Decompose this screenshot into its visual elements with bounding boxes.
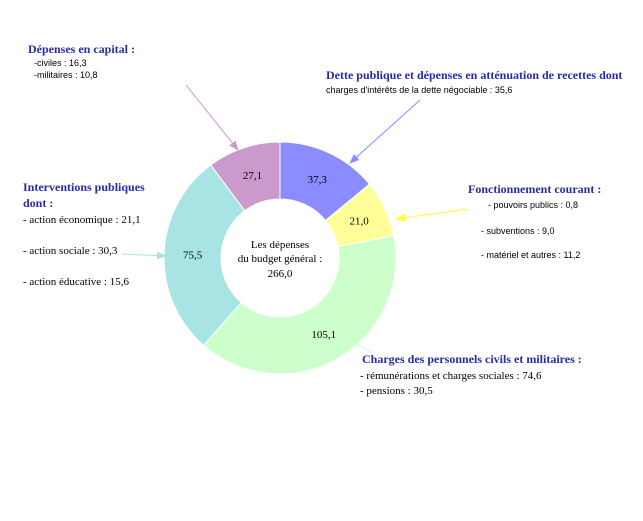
slice-value-label: 75,5 — [182, 249, 203, 262]
annotation-personnels-line-1: - rémunérations et charges sociales : 74,6 — [360, 370, 542, 382]
annotation-dette-title: Dette publique et dépenses en atténuation de recettes dont — [326, 68, 623, 82]
annotation-personnels-title: Charges des personnels civils et militaires : — [362, 352, 582, 366]
annotation-interventions-line-2: - action sociale : 30,3 — [23, 245, 118, 257]
slice-value-label: 21,0 — [349, 215, 369, 228]
annotation-interventions-title-2: dont : — [23, 196, 54, 210]
annotation-interventions-line-3: - action éducative : 15,6 — [23, 276, 129, 288]
annotation-capital-title: Dépenses en capital : — [28, 42, 135, 56]
annotation-personnels-line-2: - pensions : 30,5 — [360, 385, 433, 397]
center-label-line-2: du budget général : — [237, 253, 323, 265]
slice-value-label: 37,3 — [307, 173, 327, 186]
arrow-dette — [350, 100, 420, 163]
annotation-dette-line-1: charges d'intérêts de la dette négociable : 35,6 — [326, 85, 513, 95]
center-label-line-1: Les dépenses — [250, 239, 310, 251]
annotation-fonctionnement-line-3: - matériel et autres : 11,2 — [481, 250, 581, 260]
arrow-fonctionnement — [396, 209, 468, 219]
annotation-interventions-line-1: - action économique : 21,1 — [23, 214, 141, 226]
annotation-capital-line-2: -militaires : 10,8 — [34, 70, 98, 80]
annotation-interventions-title-1: Interventions publiques — [23, 180, 145, 194]
annotation-fonctionnement-title: Fonctionnement courant : — [468, 182, 602, 196]
arrow-capital — [186, 85, 238, 150]
arrow-interventions — [122, 254, 166, 256]
center-label-total: 266,0 — [267, 268, 293, 280]
slice-value-label: 105,1 — [311, 328, 337, 341]
annotation-fonctionnement-line-1: - pouvoirs publics : 0,8 — [488, 200, 579, 210]
center-label — [238, 239, 323, 280]
annotation-capital-line-1: -civiles : 16,3 — [34, 58, 87, 68]
slice-value-label: 27,1 — [242, 169, 263, 182]
annotation-fonctionnement-line-2: - subventions : 9,0 — [481, 226, 555, 236]
